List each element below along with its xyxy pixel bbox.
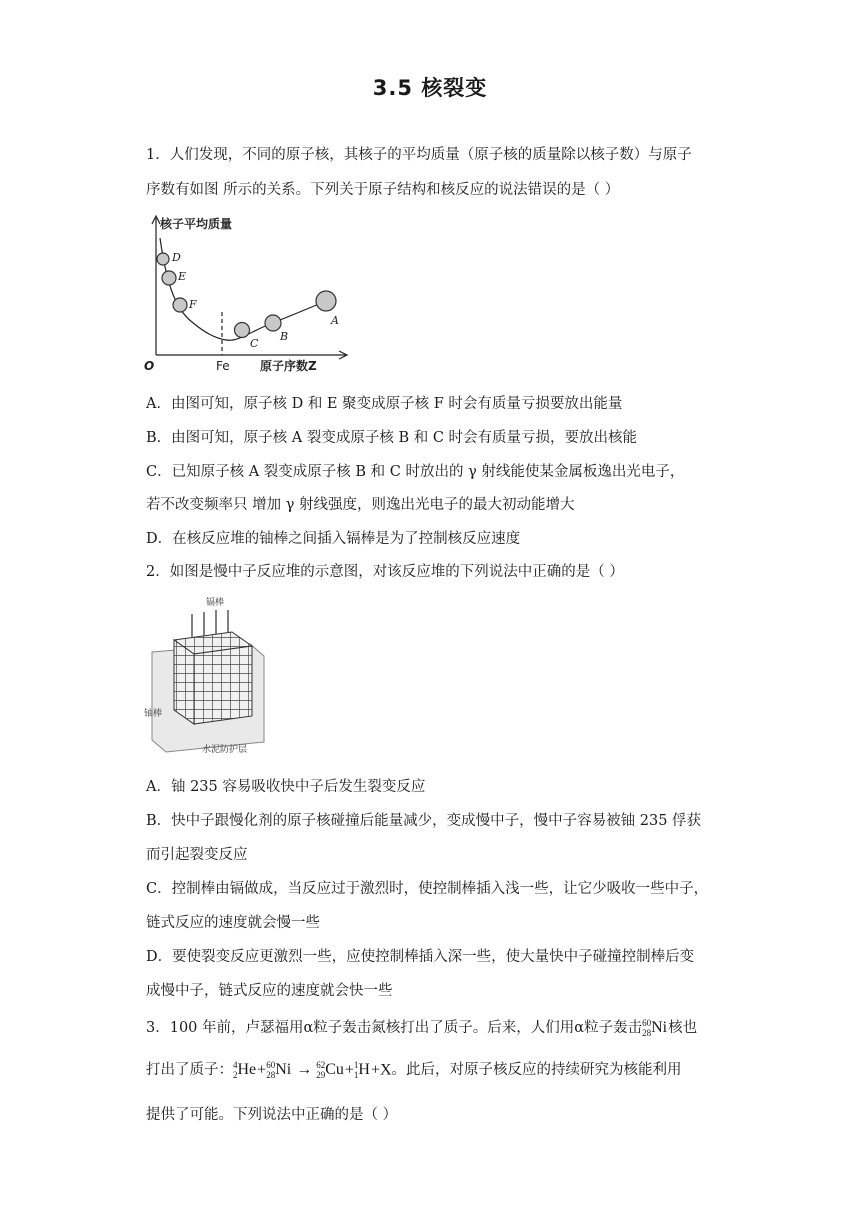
fe-label: Fe [216, 359, 230, 373]
q2-option-b-line-1: B．快中子跟慢化剂的原子核碰撞后能量减少，变成慢中子，慢中子容易被铀 235 俘获 [146, 813, 702, 829]
point-c [235, 323, 250, 338]
point-f [173, 298, 187, 312]
cu-nuclide: 62 29 Cu [316, 1060, 344, 1081]
q3-stem-line-2-tail: 。此后，对原子核反应的持续研究为核能利用 [391, 1062, 682, 1078]
q3-stem-line-2-text: 打出了质子： [146, 1062, 233, 1078]
x-axis-label: 原子序数Z [260, 359, 317, 373]
point-b [265, 315, 281, 331]
uranium-rod-label: 铀棒 [144, 709, 163, 719]
label-e: E [178, 270, 187, 283]
q3-stem-line-1 [146, 1016, 697, 1038]
h-nuclide: 1 1 H [353, 1060, 370, 1081]
q3-stem-line-3: 提供了可能。下列说法中正确的是（ ） [146, 1107, 398, 1123]
q1-option-a: A．由图可知，原子核 D 和 E 聚变成原子核 F 时会有质量亏损要放出能量 [146, 396, 623, 412]
label-d: D [172, 251, 181, 264]
q1-option-b: B．由图可知，原子核 A 裂变成原子核 B 和 C 时会有质量亏损，要放出核能 [146, 430, 638, 446]
q2-option-d-line-1: D．要使裂变反应更激烈一些，应使控制棒插入深一些，使大量快中子碰撞控制棒后变 [146, 949, 695, 965]
core-left-face [174, 640, 194, 724]
control-rod-label: 镉棒 [206, 598, 225, 608]
label-f: F [189, 298, 197, 311]
q1-option-d: D．在核反应堆的铀棒之间插入镉棒是为了控制核反应速度 [146, 531, 521, 547]
q1-average-mass-figure [140, 210, 355, 380]
label-b: B [280, 330, 289, 343]
origin-label: O [144, 359, 155, 373]
q1-stem-line-1: 1．人们发现，不同的原子核，其核子的平均质量（原子核的质量除以核子数）与原子 [146, 147, 692, 163]
q3-stem-line-1-text: 3．100 年前，卢瑟福用α粒子轰击氮核打出了质子。后来，人们用α粒子轰击 [146, 1020, 643, 1036]
q2-option-d-line-2: 成慢中子，链式反应的速度就会快一些 [146, 983, 393, 999]
label-a: A [331, 314, 339, 327]
q1-stem-line-2: 序数有如图 所示的关系。下列关于原子结构和核反应的说法错误的是（ ） [146, 182, 620, 198]
concrete-label: 水泥防护层 [202, 745, 248, 755]
ni-nuclide-eq: 60 28 Ni [266, 1060, 292, 1081]
q2-reactor-figure [140, 592, 275, 762]
q2-option-c-line-1: C．控制棒由镉做成，当反应过于激烈时，使控制棒插入浅一些，让它少吸收一些中子， [146, 881, 709, 897]
point-e [162, 271, 176, 285]
y-axis-label: 核子平均质量 [160, 217, 233, 231]
q2-option-a: A．铀 235 容易吸收快中子后发生裂变反应 [146, 779, 426, 795]
core-front-face [194, 646, 252, 724]
he-nuclide: 4 2 He [233, 1060, 257, 1081]
q1-option-c-line-2: 若不改变频率只 增加 γ 射线强度，则逸出光电子的最大初动能增大 [146, 497, 575, 513]
q1-option-c-line-1: C．已知原子核 A 裂变成原子核 B 和 C 时放出的 γ 射线能使某金属板逸出光电子， [146, 464, 685, 480]
nuclear-equation: 4 2 He+ 60 28 Ni → 62 29 Cu+ 1 1 H+X [233, 1060, 392, 1081]
page-title: 3.5 核裂变 [372, 76, 488, 100]
q3-stem-line-2 [146, 1058, 682, 1080]
q3-stem-line-1-tail: 核也 [668, 1020, 698, 1036]
point-a [316, 291, 336, 311]
label-c: C [250, 337, 259, 350]
q2-stem: 2．如图是慢中子反应堆的示意图，对该反应堆的下列说法中正确的是（ ） [146, 564, 624, 580]
ni-nuclide: 60 28 Ni [642, 1018, 668, 1038]
point-d [157, 253, 169, 265]
q2-option-b-line-2: 而引起裂变反应 [146, 847, 248, 863]
q2-option-c-line-2: 链式反应的速度就会慢一些 [146, 915, 320, 931]
